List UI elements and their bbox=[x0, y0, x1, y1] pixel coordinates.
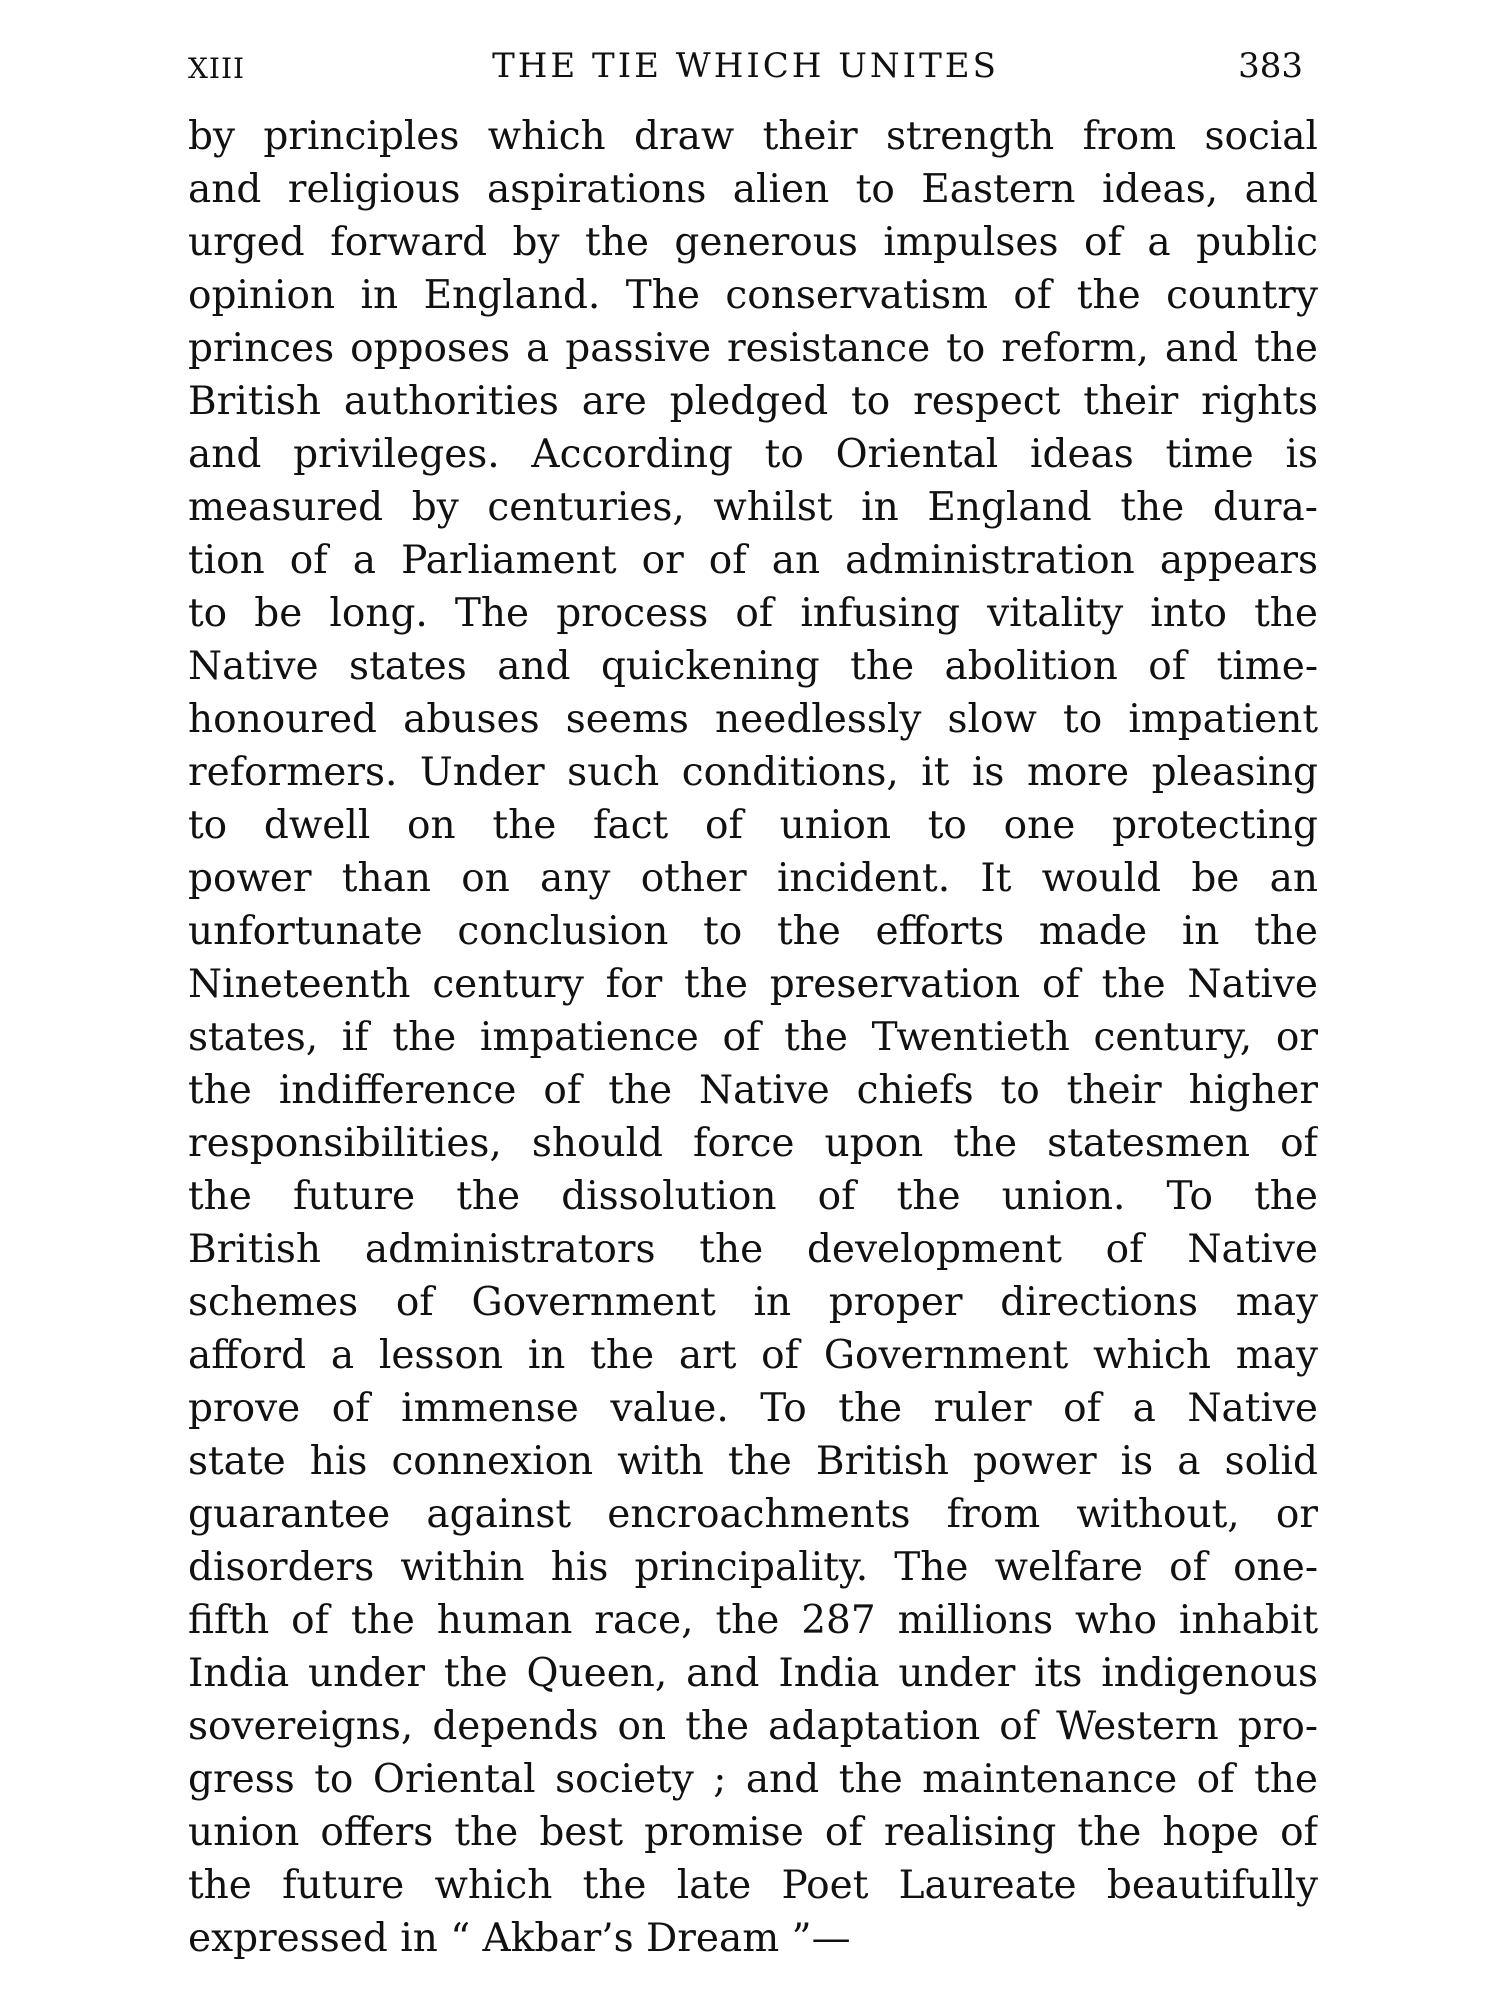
text-line: afford a lesson in the art of Government which may bbox=[188, 1333, 1318, 1378]
text-line: responsibilities, should force upon the statesmen of bbox=[188, 1121, 1318, 1166]
text-line: opinion in England. The conservatism of the country bbox=[188, 273, 1318, 318]
text-line: the future which the late Poet Laureate beautifully bbox=[188, 1863, 1318, 1908]
text-line: states, if the impatience of the Twentieth century, or bbox=[188, 1015, 1318, 1060]
text-line: princes opposes a passive resistance to reform, and the bbox=[188, 326, 1318, 371]
text-line: sovereigns, depends on the adaptation of Western pro- bbox=[188, 1704, 1318, 1749]
text-line: the future the dissolution of the union. To the bbox=[188, 1174, 1318, 1219]
text-line: fifth of the human race, the 287 millions who inhabit bbox=[188, 1598, 1318, 1643]
body-text bbox=[188, 110, 1318, 1965]
text-line: tion of a Parliament or of an administration appears bbox=[188, 538, 1318, 583]
text-line: Nineteenth century for the preservation of the Native bbox=[188, 962, 1318, 1007]
text-line: and religious aspirations alien to Eastern ideas, and bbox=[188, 167, 1318, 212]
text-line-last: expressed in “ Akbar’s Dream ”— bbox=[188, 1916, 851, 1961]
text-line: guarantee against encroachments from without, or bbox=[188, 1492, 1318, 1537]
text-line: unfortunate conclusion to the efforts made in the bbox=[188, 909, 1318, 954]
text-line: power than on any other incident. It would be an bbox=[188, 856, 1318, 901]
text-line: measured by centuries, whilst in England the dura- bbox=[188, 485, 1318, 530]
text-line: prove of immense value. To the ruler of a Native bbox=[188, 1386, 1318, 1431]
text-line: to dwell on the fact of union to one protecting bbox=[188, 803, 1318, 848]
text-line: honoured abuses seems needlessly slow to impatient bbox=[188, 697, 1318, 742]
text-line: to be long. The process of infusing vitality into the bbox=[188, 591, 1318, 636]
text-line: and privileges. According to Oriental ideas time is bbox=[188, 432, 1318, 477]
text-line: disorders within his principality. The welfare of one- bbox=[188, 1545, 1318, 1590]
chapter-number: XIII bbox=[188, 52, 246, 85]
text-line: British authorities are pledged to respect their rights bbox=[188, 379, 1318, 424]
text-line: the indifference of the Native chiefs to their higher bbox=[188, 1068, 1318, 1113]
text-line: India under the Queen, and India under its indigenous bbox=[188, 1651, 1318, 1696]
page-number: 383 bbox=[1238, 46, 1303, 86]
text-line: schemes of Government in proper directions may bbox=[188, 1280, 1318, 1325]
text-line: British administrators the development of Native bbox=[188, 1227, 1318, 1272]
text-line: urged forward by the generous impulses of a public bbox=[188, 220, 1318, 265]
text-line: by principles which draw their strength from social bbox=[188, 114, 1318, 159]
text-line: Native states and quickening the abolition of time- bbox=[188, 644, 1318, 689]
running-head bbox=[188, 38, 1303, 98]
text-line: state his connexion with the British power is a solid bbox=[188, 1439, 1318, 1484]
running-title: THE TIE WHICH UNITES bbox=[492, 46, 999, 86]
text-line: gress to Oriental society ; and the maintenance of the bbox=[188, 1757, 1318, 1802]
text-line: union offers the best promise of realising the hope of bbox=[188, 1810, 1318, 1855]
text-line: reformers. Under such conditions, it is more pleasing bbox=[188, 750, 1318, 795]
